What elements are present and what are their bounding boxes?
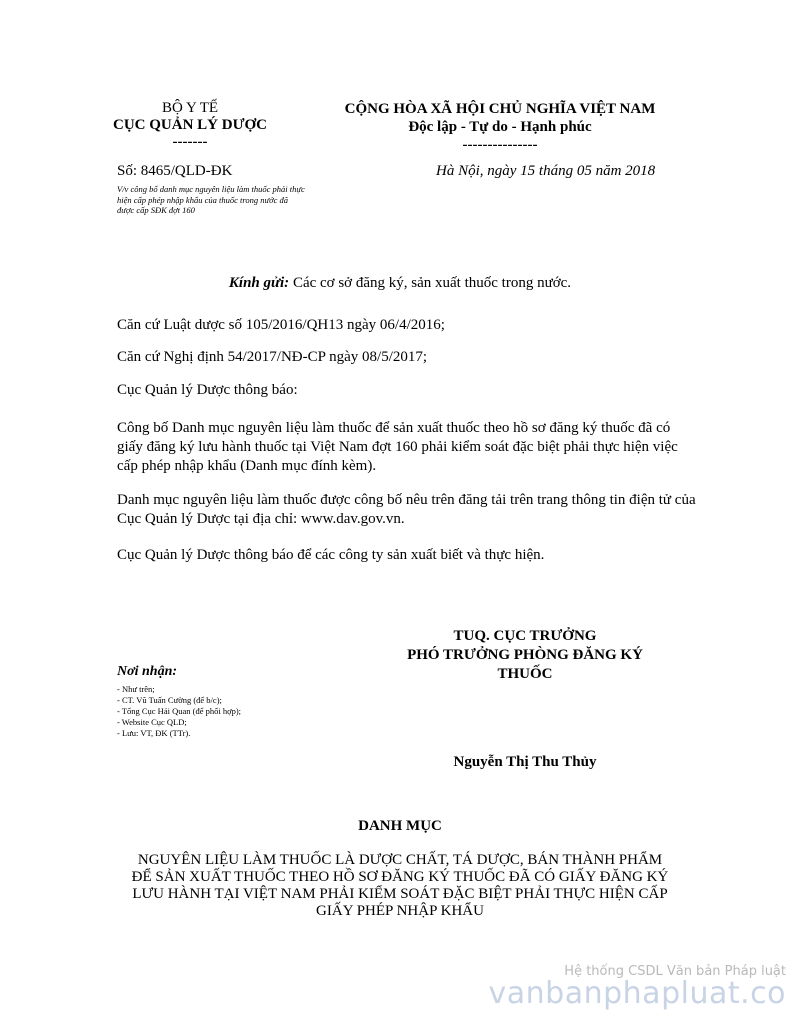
ministry-name: BỘ Y TẾ (161, 100, 219, 116)
body-paragraph: Cục Quản lý Dược thông báo: (117, 382, 298, 398)
watermark-site: vanbanphapluat.co (488, 976, 786, 1011)
recipient-item: - Lưu: VT, ĐK (TTr). (117, 728, 191, 738)
signature-position: PHÓ TRƯỞNG PHÒNG ĐĂNG KÝ (407, 647, 643, 663)
recipient-label: Kính gửi: (228, 275, 290, 291)
recipient-item: - Như trên; (117, 684, 155, 694)
recipient-item: - CT. Vũ Tuấn Cường (để b/c); (117, 695, 222, 705)
document-summary: V/v công bố danh mục nguyên liệu làm thuốc phải thực hiện cấp phép nhập khẩu của thuốc trong nước đã được cấp SĐK đợt 160 (117, 184, 305, 215)
place-date: Hà Nội, ngày 15 tháng 05 năm 2018 (436, 163, 656, 179)
recipients-title: Nơi nhận: (117, 664, 178, 679)
body-paragraph: Công bố Danh mục nguyên liệu làm thuốc để sản xuất thuốc theo hồ sơ đăng ký thuốc đã có giấy đăng ký lưu hành thuốc tại Việt Nam đợt 160 phải kiểm soát đặc biệt phải thực hiện việc cấp phép nhập khẩu (Danh mục đính kèm). (117, 420, 678, 474)
list-title: DANH MỤC (358, 818, 442, 834)
signer-name: Nguyễn Thị Thu Thủy (453, 754, 597, 770)
national-header-block (300, 100, 700, 154)
recipient-line (100, 275, 700, 292)
signature-block (360, 627, 690, 684)
watermark-caption: Hệ thống CSDL Văn bản Pháp luật (564, 964, 786, 979)
department-name: CỤC QUẢN LÝ DƯỢC (112, 117, 268, 133)
list-subtitle-line: GIẤY PHÉP NHẬP KHẨU (316, 903, 484, 919)
list-subtitle-line: NGUYÊN LIỆU LÀM THUỐC LÀ DƯỢC CHẤT, TÁ DƯỢC, BÁN THÀNH PHẨM (137, 852, 663, 868)
nation-name: CỘNG HÒA XÃ HỘI CHỦ NGHĨA VIỆT NAM (344, 101, 656, 117)
body-paragraph: Cục Quản lý Dược thông báo để các công ty sản xuất biết và thực hiện. (117, 547, 545, 563)
agency-underline: ------- (172, 134, 208, 150)
recipient-item: - Website Cục QLD; (117, 717, 187, 727)
body-paragraph: Căn cứ Luật dược số 105/2016/QH13 ngày 06/4/2016; (117, 317, 445, 333)
recipients-list (117, 684, 241, 739)
national-motto: Độc lập - Tự do - Hạnh phúc (408, 119, 592, 135)
list-subtitle (100, 852, 700, 920)
document-number: Số: 8465/QLD-ĐK (117, 163, 233, 179)
body-paragraph: Căn cứ Nghị định 54/2017/NĐ-CP ngày 08/5/2017; (117, 349, 428, 365)
list-subtitle-line: ĐỂ SẢN XUẤT THUỐC THEO HỒ SƠ ĐĂNG KÝ THUỐC ĐÃ CÓ GIẤY ĐĂNG KÝ (131, 869, 669, 885)
signature-position-cont: THUỐC (497, 666, 553, 682)
recipient-item: - Tổng Cục Hải Quan (để phối hợp); (117, 706, 242, 716)
body-paragraph: Danh mục nguyên liệu làm thuốc được công bố nêu trên đăng tải trên trang thông tin điện tử của Cục Quản lý Dược tại địa chỉ: www.dav.gov.vn. (117, 492, 696, 527)
issuing-agency-block (90, 100, 290, 151)
recipient-text: Các cơ sở đăng ký, sản xuất thuốc trong nước. (289, 275, 572, 291)
list-subtitle-line: LƯU HÀNH TẠI VIỆT NAM PHẢI KIỂM SOÁT ĐẶC BIỆT PHẢI THỰC HIỆN CẤP (132, 886, 668, 902)
motto-underline: --------------- (462, 137, 538, 153)
signature-authority: TUQ. CỤC TRƯỞNG (453, 628, 597, 644)
